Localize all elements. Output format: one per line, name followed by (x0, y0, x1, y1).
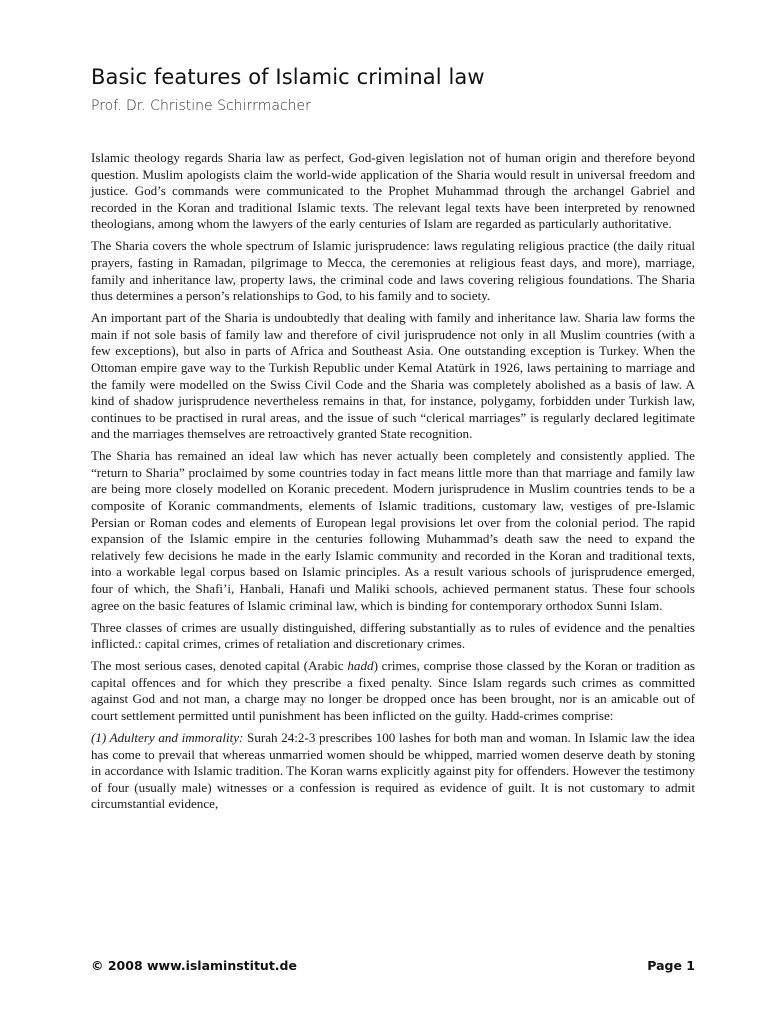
author-line: Prof. Dr. Christine Schirrmacher (91, 98, 311, 114)
paragraph: An important part of the Sharia is undoubtedly that dealing with family and inheritance law. Sharia law forms the main if not sole basis of family law and therefore of civil jurisprudence not only in all Muslim countries (with a few exceptions), but also in parts of Africa and Southeast Asia. One outstanding exception is Turkey. When the Ottoman empire gave way to the Turkish Republic under Kemal Atatürk in 1926, laws pertaining to marriage and the family were modelled on the Swiss Civil Code and the Sharia was completely abolished as a basis of law. A kind of shadow jurisprudence nevertheless remains in that, for instance, polygamy, forbidden under Turkish law, continues to be practised in rural areas, and the issue of such “clerical marriages” is regularly declared legitimate and the marriages themselves are retroactively granted State recognition. (91, 310, 695, 442)
paragraph-text: The most serious cases, denoted capital (Arabic (91, 658, 348, 674)
copyright-notice: © 2008 www.islaminstitut.de (91, 958, 297, 973)
paragraph-text: Surah 24:2-3 prescribes 100 lashes for both man and woman. In Islamic law the idea has come to prevail that whereas unmarried women should be whipped, married women deserve death by stoning in accordance with Islamic tradition. The Koran warns explicitly against pity for offenders. However the testimony of four (usually male) witnesses or a confession is required as evidence of guilt. It is not customary to admit circumstantial evidence, (91, 729, 695, 812)
paragraph: The Sharia has remained an ideal law which has never actually been completely and consistently applied. The “return to Sharia” proclaimed by some countries today in fact means little more than that marriage and family law are being more closely modelled on Koranic precedent. Modern jurisprudence in Muslim countries tends to be a composite of Koranic commandments, elements of Islamic traditions, customary law, vestiges of pre-Islamic Persian or Roman codes and elements of European legal provisions let over from the colonial period. The rapid expansion of the Islamic empire in the centuries following Muhammad’s death saw the need to expand the relatively few decisions he made in the early Islamic community and recorded in the Koran and traditional texts, into a workable legal corpus based on Islamic principles. As a result various schools of jurisprudence emerged, four of which, the Shafi’i, Hanbali, Hanafi und Maliki schools, achieved permanent status. These four schools agree on the basic features of Islamic criminal law, which is binding for contemporary orthodox Sunni Islam. (91, 448, 695, 613)
hadd-term: hadd (347, 658, 374, 674)
page-number: Page 1 (647, 958, 695, 973)
document-header (91, 62, 695, 116)
document-body (91, 150, 695, 818)
page-title: Basic features of Islamic criminal law (91, 65, 485, 89)
page-footer (91, 958, 695, 973)
paragraph-text: ) crimes, comprise those classed by the Koran or tradition as capital offences and for which they prescribe a fixed penalty. Since Islam regards such crimes as committed against God and not man, a charge may no longer be dropped once has been brought, nor is an amicable out of court settlement permitted until punishment has been inflicted on the guilty. Hadd-crimes comprise: (91, 658, 695, 723)
paragraph-adultery (91, 730, 695, 813)
paragraph: Islamic theology regards Sharia law as perfect, God-given legislation not of human origin and therefore beyond question. Muslim apologists claim the world-wide application of the Sharia would result in universal freedom and justice. God’s commands were communicated to the Prophet Muhammad through the archangel Gabriel and recorded in the Koran and traditional Islamic texts. The relevant legal texts have been interpreted by renowned theologians, among whom the lawyers of the early centuries of Islam are regarded as particularly authoritative. (91, 150, 695, 232)
paragraph-hadd (91, 658, 695, 724)
paragraph: Three classes of crimes are usually distinguished, differing substantially as to rules of evidence and the penalties inflicted.: capital crimes, crimes of retaliation and discretionary crimes. (91, 619, 695, 652)
paragraph: The Sharia covers the whole spectrum of Islamic jurisprudence: laws regulating religious practice (the daily ritual prayers, fasting in Ramadan, pilgrimage to Mecca, the ceremonies at religious feast days, and more), marriage, family and inheritance law, property laws, the criminal code and laws covering religious foundations. The Sharia thus determines a person’s relationships to God, to his family and to society. (91, 238, 695, 304)
crime-label: (1) Adultery and immorality: (91, 729, 244, 745)
